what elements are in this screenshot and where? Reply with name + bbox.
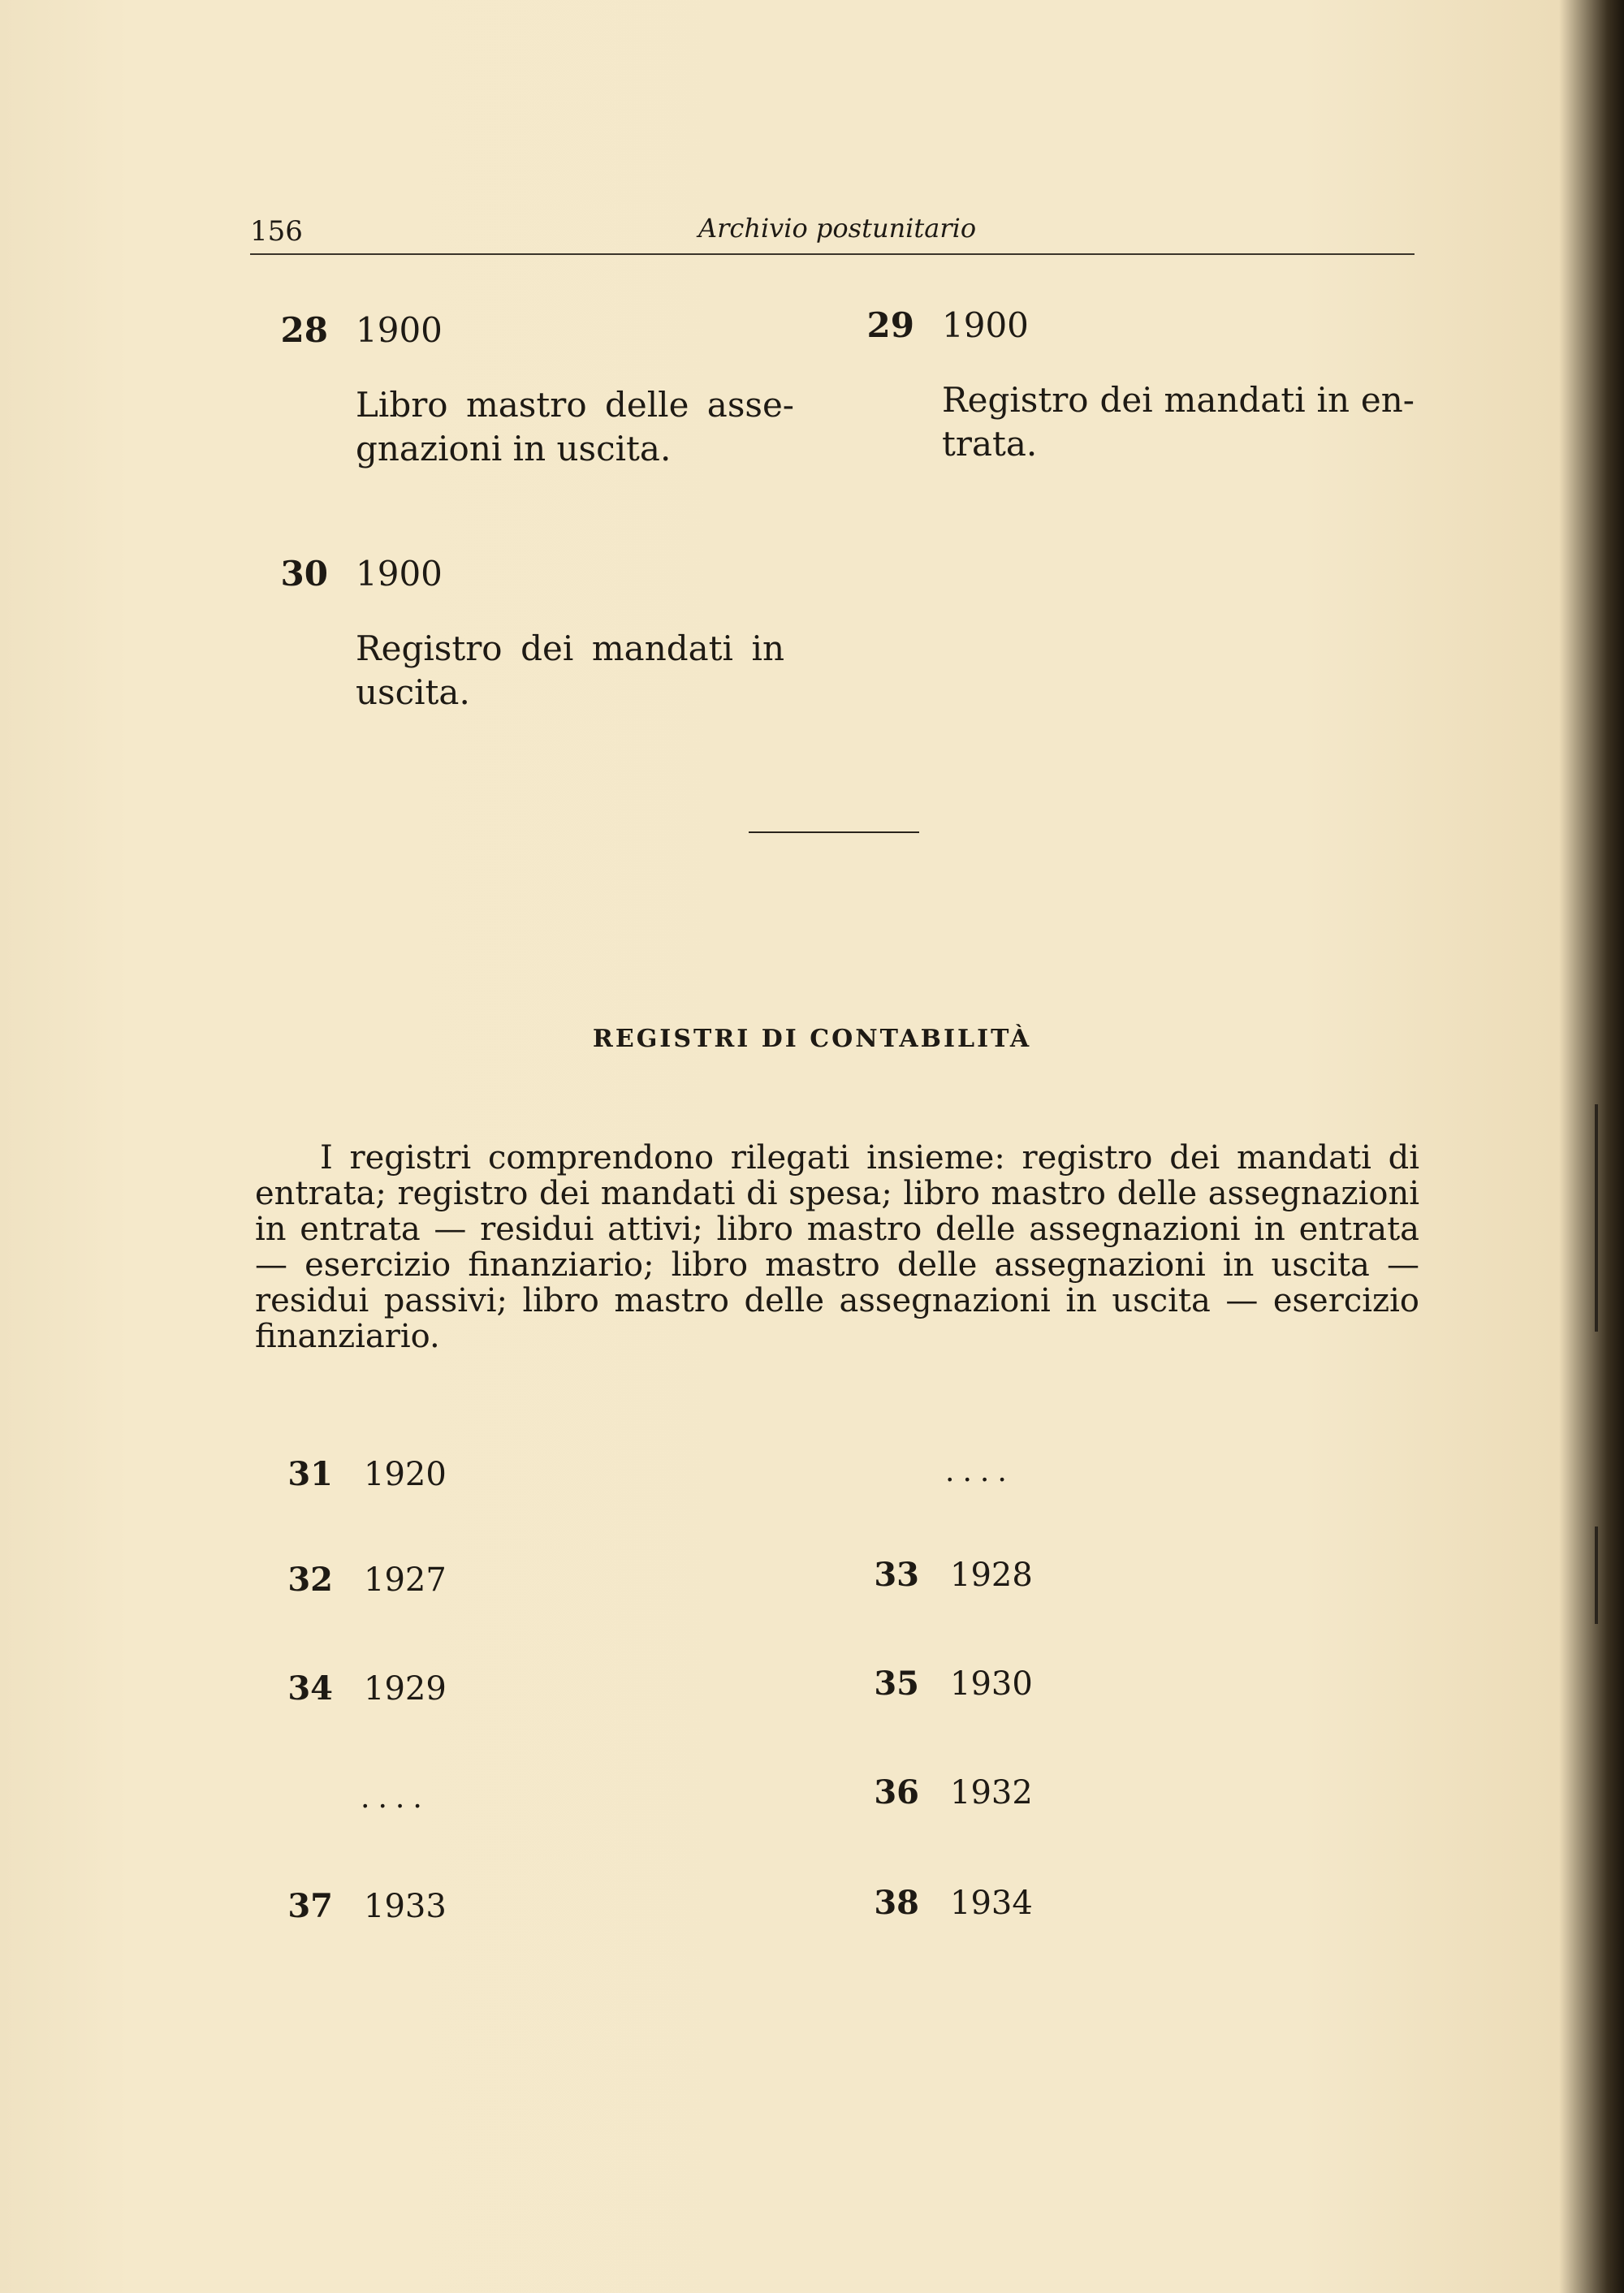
ledger-number: 34	[287, 1669, 333, 1708]
running-title: Archivio postunitario	[698, 213, 977, 244]
ledger-row-32	[258, 1561, 447, 1599]
entry-year: 1900	[942, 305, 1029, 345]
ledger-number: 32	[287, 1561, 333, 1599]
ledger-ellipsis: ....	[945, 1455, 1015, 1488]
ledger-number: 33	[874, 1556, 919, 1594]
header-rule	[250, 253, 1415, 255]
ledger-number: 31	[287, 1455, 333, 1493]
ledger-row-38	[844, 1884, 1033, 1922]
section-paragraph: I registri comprendono rilegati insieme: registro dei mandati di entrata; registro dei mandati di spesa; libro mastro delle assegnazioni in entrata — residui attivi; libro mastro delle assegnazioni in entrata — esercizio finanziario; libro mastro delle assegnazioni in uscita — residui passivi; libro mastro delle assegnazioni in uscita — esercizio finanziario.	[255, 1139, 1419, 1355]
ledger-year: 1933	[364, 1888, 447, 1925]
entry-description: Libro mastro delle assegnazioni in uscita.	[356, 385, 794, 469]
page-edge-mark	[1595, 1527, 1598, 1624]
entry-number: 29	[866, 305, 914, 345]
page-number: 156	[250, 215, 303, 248]
ledger-number: 35	[874, 1665, 919, 1703]
ledger-year: 1927	[364, 1561, 447, 1599]
ledger-year: 1920	[364, 1456, 447, 1493]
ledger-row-34	[258, 1669, 447, 1708]
section-heading: REGISTRI DI CONTABILITÀ	[592, 1025, 1032, 1053]
section-divider	[749, 831, 919, 833]
ledger-ellipsis: ....	[361, 1781, 430, 1815]
ledger-year: 1930	[950, 1665, 1033, 1703]
ledger-year: 1929	[364, 1670, 447, 1708]
ledger-number: 36	[874, 1773, 919, 1812]
ledger-row-31	[258, 1455, 447, 1493]
entry-year: 1900	[356, 554, 443, 594]
ledger-row-35	[844, 1665, 1033, 1703]
ledger-row-36	[844, 1773, 1033, 1812]
entry-number: 30	[280, 554, 328, 594]
ledger-row-33	[844, 1556, 1033, 1594]
ledger-row-37	[258, 1887, 447, 1925]
ledger-year: 1932	[950, 1774, 1033, 1812]
entry-year: 1900	[356, 310, 443, 350]
entry-number: 28	[280, 310, 328, 350]
ledger-number: 37	[287, 1887, 333, 1925]
page-edge-mark	[1595, 1104, 1598, 1332]
ledger-number: 38	[874, 1884, 919, 1922]
entry-description: Registro dei mandati in entrata.	[942, 380, 1415, 464]
entry-description: Registro dei mandati in uscita.	[356, 628, 784, 712]
ledger-year: 1928	[950, 1557, 1033, 1594]
ledger-year: 1934	[950, 1885, 1033, 1922]
